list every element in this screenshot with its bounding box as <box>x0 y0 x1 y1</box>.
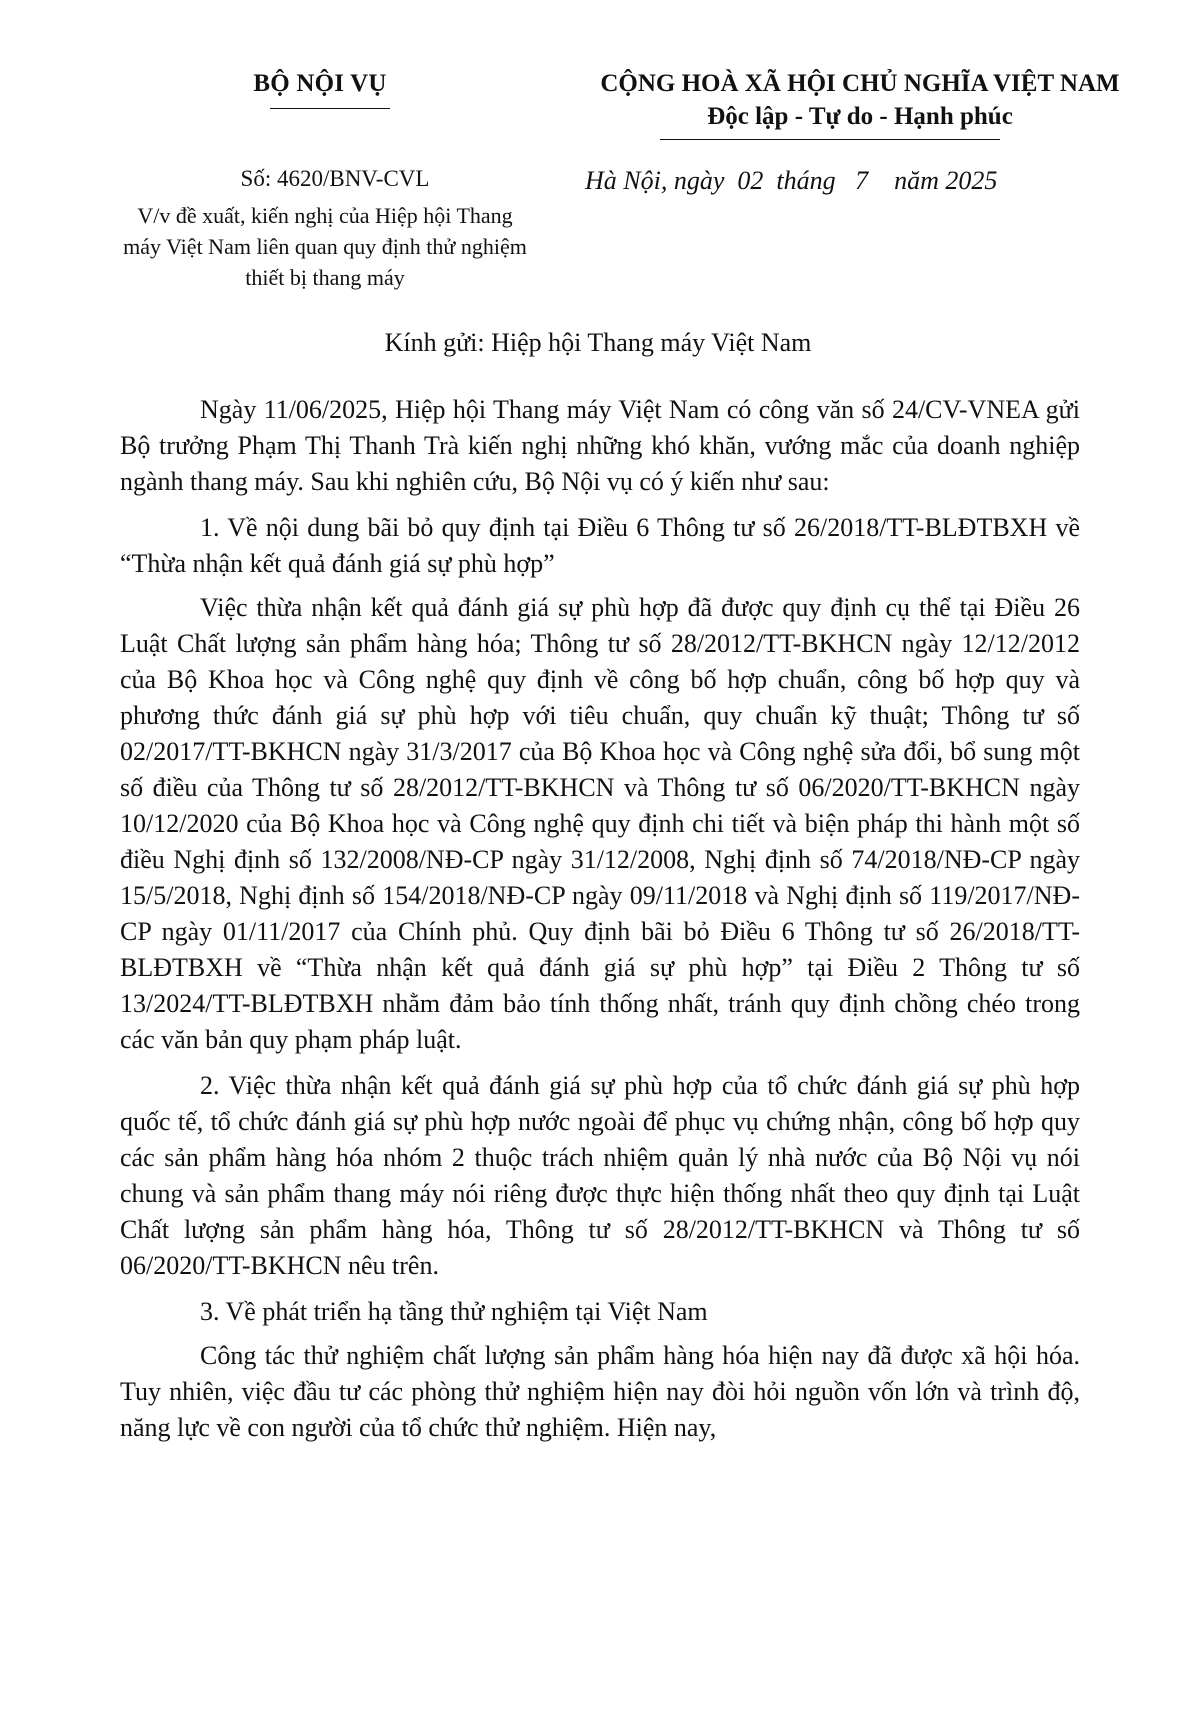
paragraph-section-3-body: Công tác thử nghiệm chất lượng sản phẩm hàng hóa hiện nay đã được xã hội hóa. Tuy nhiên, việc đầu tư các phòng thử nghiệm hiện nay đòi hỏi nguồn vốn lớn và trình độ, năng lực về con người của tổ chức thử nghiệm. Hiện nay, <box>120 1341 1080 1442</box>
document-number: Số: 4620/BNV-CVL <box>240 166 430 191</box>
dateline <box>585 166 1085 196</box>
date-month-word: tháng <box>776 166 836 195</box>
agency-underline <box>270 108 390 109</box>
issuing-agency: BỘ NỘI VỤ <box>253 70 387 97</box>
paragraph-section-1-body: Việc thừa nhận kết quả đánh giá sự phù hợp đã được quy định cụ thể tại Điều 26 Luật Chất lượng sản phẩm hàng hóa; Thông tư số 28/2012/TT-BKHCN ngày 12/12/2012 của Bộ Khoa học và Công nghệ quy định về công bố hợp chuẩn, công bố hợp quy và phương thức đánh giá sự phù hợp với tiêu chuẩn, quy chuẩn kỹ thuật; Thông tư số 02/2017/TT-BKHCN ngày 31/3/2017 của Bộ Khoa học và Công nghệ sửa đổi, bổ sung một số điều của Thông tư số 28/2012/TT-BKHCN và Thông tư số 06/2020/TT-BKHCN ngày 10/12/2020 của Bộ Khoa học và Công nghệ quy định chi tiết và biện pháp thi hành một số điều Nghị định số 132/2008/NĐ-CP ngày 31/12/2008, Nghị định số 74/2018/NĐ-CP ngày 15/5/2018, Nghị định số 154/2018/NĐ-CP ngày 09/11/2018 và Nghị định số 119/2017/NĐ-CP ngày 01/11/2017 của Chính phủ. Quy định bãi bỏ Điều 6 Thông tư số 26/2018/TT-BLĐTBXH về “Thừa nhận kết quả đánh giá sự phù hợp” tại Điều 2 Thông tư số 13/2024/TT-BLĐTBXH nhằm đảm bảo tính thống nhất, tránh quy định chồng chéo trong các văn bản quy phạm pháp luật. <box>120 593 1080 1054</box>
national-motto: Độc lập - Tự do - Hạnh phúc <box>707 103 1013 130</box>
recipient-line: Kính gửi: Hiệp hội Thang máy Việt Nam <box>384 328 812 357</box>
document-body <box>120 392 1080 1456</box>
national-title: CỘNG HOÀ XÃ HỘI CHỦ NGHĨA VIỆT NAM <box>600 70 1120 97</box>
paragraph-section-1-heading: 1. Về nội dung bãi bỏ quy định tại Điều 6 Thông tư số 26/2018/TT-BLĐTBXH về “Thừa nhận kết quả đánh giá sự phù hợp” <box>120 513 1080 578</box>
motto-underline <box>660 139 1000 140</box>
date-month: 7 <box>855 166 869 195</box>
paragraph-section-2: 2. Việc thừa nhận kết quả đánh giá sự phù hợp của tổ chức đánh giá sự phù hợp quốc tế, tổ chức đánh giá sự phù hợp nước ngoài để phục vụ chứng nhận, công bố hợp quy các sản phẩm hàng hóa nhóm 2 thuộc trách nhiệm quản lý nhà nước của Bộ Nội vụ nói chung và sản phẩm thang máy nói riêng được thực hiện thống nhất theo quy định tại Luật Chất lượng sản phẩm hàng hóa, Thông tư số 28/2012/TT-BKHCN và Thông tư số 06/2020/TT-BKHCN nêu trên. <box>120 1071 1080 1280</box>
date-year: năm 2025 <box>894 166 998 195</box>
paragraph-intro: Ngày 11/06/2025, Hiệp hội Thang máy Việt Nam có công văn số 24/CV-VNEA gửi Bộ trưởng Phạm Thị Thanh Trà kiến nghị những khó khăn, vướng mắc của doanh nghiệp ngành thang máy. Sau khi nghiên cứu, Bộ Nội vụ có ý kiến như sau: <box>120 395 1080 496</box>
document-subject: V/v đề xuất, kiến nghị của Hiệp hội Thang máy Việt Nam liên quan quy định thử nghiệm thiết bị thang máy <box>123 203 527 290</box>
date-prefix: Hà Nội, ngày <box>585 166 725 195</box>
paragraph-section-3-heading: 3. Về phát triển hạ tầng thử nghiệm tại Việt Nam <box>200 1297 708 1326</box>
date-day: 02 <box>737 166 764 195</box>
